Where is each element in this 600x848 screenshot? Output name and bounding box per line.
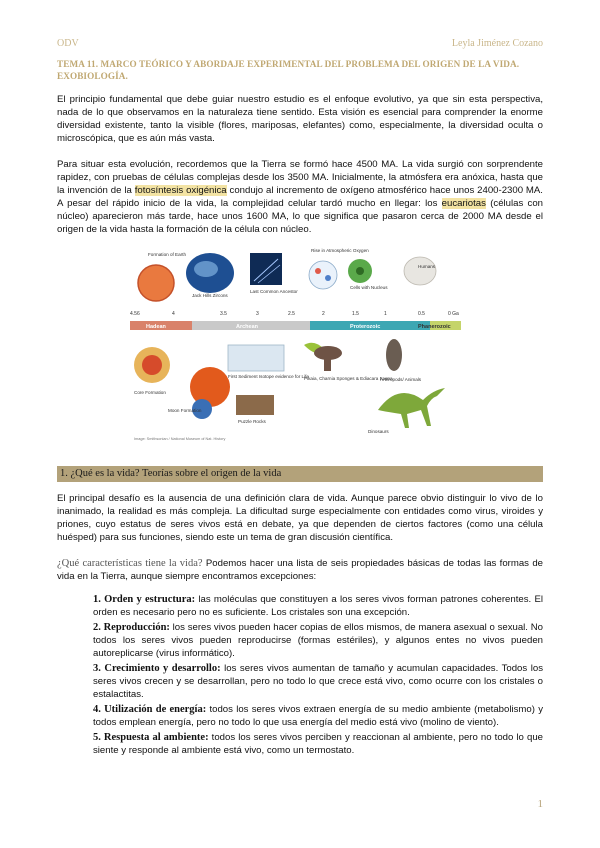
list-item <box>93 621 543 660</box>
tick-2: 3.5 <box>220 311 227 317</box>
list-item <box>93 731 543 757</box>
characteristics-text: Podemos hacer una lista de seis propiedades básicas de todas las formas de vida en la Tierra, aunque siempre encontramos excepciones: <box>57 558 543 582</box>
tick-3: 3 <box>256 311 259 317</box>
era-phanerozoic-label: Phanerozoic <box>418 324 451 330</box>
highlight-photosynthesis: fotosíntesis oxigénica <box>134 185 227 196</box>
skull-image <box>404 257 436 285</box>
tick-1: 4 <box>172 311 175 317</box>
properties-list <box>93 593 543 759</box>
oxygen-image <box>309 261 337 289</box>
label-core-formation: Core Formation <box>134 390 166 395</box>
list-item-text: los seres vivos pueden hacer copias de ellos mismos, de manera asexual o sexual. No todos los seres vivos pueden reproducirse (formas estériles), y algunos entes no vivos pueden autoreplicarse (virus informático). <box>93 622 543 659</box>
sediment-image <box>228 345 284 371</box>
characteristics-lead: ¿Qué características tiene la vida? <box>57 558 203 569</box>
label-first-sediment: First Sediment Isotope evidence for Life <box>228 374 309 379</box>
list-item-title: 2. Reproducción: <box>93 622 170 633</box>
tick-5: 2 <box>322 311 325 317</box>
highlight-eukaryotes: eucariotas <box>441 198 486 209</box>
characteristics-paragraph <box>57 557 543 583</box>
header-right: Leyla Jiménez Cozano <box>451 38 543 49</box>
tick-0: 4.56 <box>130 311 140 317</box>
page-number: 1 <box>537 798 543 810</box>
label-rise-oxygen: Rise in Atmospheric Oxygen <box>311 248 369 253</box>
list-item-title: 4. Utilización de energía: <box>93 704 207 715</box>
challenge-paragraph: El principal desafío es la ausencia de una definición clara de vida. Aunque parece obvio distinguir lo vivo de lo inanimado, la realidad es más compleja. La dificultad surge especialmente con entidades como virus, viroides y priones, cuyo estatus de seres vivos está en debate, ya que dependen de ciertos factores (como una célula huésped) para sus funciones, siendo este un tema de gran discusión científica. <box>57 493 543 543</box>
label-arthropods: Arthropods/ Animals <box>380 377 422 382</box>
intro-paragraph: El principio fundamental que debe guiar nuestro estudio es el enfoque evolutivo, ya que sin esta perspectiva, nada de lo que observamos en la naturaleza tiene sentido. Esta visión es esencial para comprender la enorme diversidad existente, tanto la visible (flores, mariposas, elefantes) como, especialmente, la diversidad oculta o microscópica, que es aún más vasta. <box>57 94 543 144</box>
label-formation-earth: Formation of Earth <box>148 252 187 257</box>
era-archean-label: Archean <box>236 324 259 330</box>
document-title: TEMA 11. MARCO TEÓRICO Y ABORDAJE EXPERIMENTAL DEL PROBLEMA DEL ORIGEN DE LA VIDA. EXOBIOLOGÍA. <box>57 59 520 81</box>
evolution-text-b: condujo al incremento de oxígeno atmosférico hace unos 2400-2300 MA. A pesar del rápido inicio de la vida, la complejidad celular tardó mucho en llegar: los <box>57 185 543 209</box>
tick-4: 2.5 <box>288 311 295 317</box>
trilobite-image <box>386 339 402 371</box>
list-item-title: 3. Crecimiento y desarrollo: <box>93 663 221 674</box>
dinosaur-image <box>378 388 445 428</box>
tick-7: 1 <box>384 311 387 317</box>
label-ediacara: Pikaia, Charnia Sponges & Ediacara Fauna <box>304 376 393 381</box>
header-left: ODV <box>57 38 79 49</box>
figure-credit: Image: Smithsonian / National Museum of Nat. History <box>134 437 226 441</box>
list-item-text: todos los seres vivos perciben y reaccionan al ambiente, pero no todo lo que siente y responde al ambiente está vivo, como un termostato. <box>93 732 543 756</box>
section-heading-1-text: 1. ¿Qué es la vida? Teorías sobre el origen de la vida <box>60 468 282 479</box>
label-cells-nucleus: Cells with Nucleus <box>350 285 388 290</box>
list-item-text: los seres vivos aumentan de tamaño y acumulan capacidades. Todos los seres vivos crecen y se desarrollan, pero no todo lo que crece está vivo, como ocurre con los cristales o estalactitas. <box>93 663 543 700</box>
list-item <box>93 593 543 619</box>
era-proterozoic-label: Proterozoic <box>350 324 381 330</box>
list-item <box>93 703 543 729</box>
tick-6: 1.5 <box>352 311 359 317</box>
timeline-ticks <box>130 311 459 317</box>
evolution-text-a: Para situar esta evolución, recordemos que la Tierra se formó hace 4500 MA. La vida surgió con sorprendente rapidez, con pruebas de células complejas desde los 3500 MA. Inicialmente, la atmósfera era anóxica, hasta que la invención de la <box>57 159 543 196</box>
timeline-figure <box>128 245 463 445</box>
label-dinosaurs: Dinosaurs <box>368 429 389 434</box>
evolution-paragraph <box>57 158 543 236</box>
list-item-text: las moléculas que constituyen a los seres vivos forman patrones coherentes. El orden es necesario pero no es suficiente. Los cristales son una excepción. <box>93 594 543 618</box>
tick-8: 0.5 <box>418 311 425 317</box>
label-jack-hills: Jack Hills Zircons <box>192 293 228 298</box>
label-puzzle-rocks: Puzzle Rocks <box>238 419 266 424</box>
tick-9: 0 Ga <box>448 311 459 317</box>
puzzle-rock-image <box>236 395 274 415</box>
era-hadean-label: Hadean <box>146 324 166 330</box>
label-moon-formation: Moon Formation <box>168 408 202 413</box>
evolution-text-c: (células con núcleo) aparecieron más tarde, hace unos 1600 MA, lo que significa que pasaron cerca de 2000 MA desde el origen de la vida hasta la formación de la célula con núcleo. <box>57 198 543 235</box>
label-humans: Humans <box>418 264 436 269</box>
list-item-text: todos los seres vivos extraen energía de su medio ambiente (metabolismo) y todos emplean energía, pero no todo lo que usa energía del medio está vivo (molino de viento). <box>93 704 543 728</box>
list-item <box>93 662 543 701</box>
section-heading-1 <box>57 466 543 482</box>
list-item-title: 1. Orden y estructura: <box>93 594 196 605</box>
label-last-common: Last Common Ancestor <box>250 289 298 294</box>
list-item-title: 5. Respuesta al ambiente: <box>93 732 209 743</box>
